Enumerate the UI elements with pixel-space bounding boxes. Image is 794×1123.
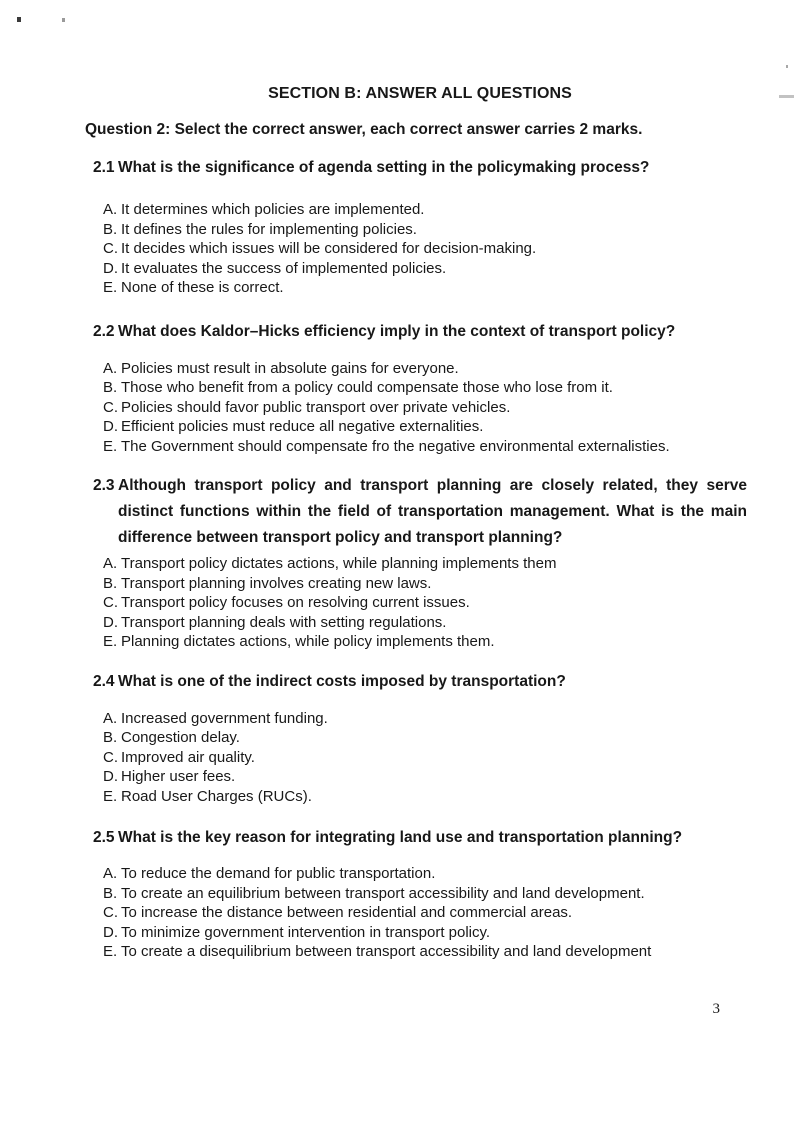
option-text: Increased government funding.	[121, 709, 328, 727]
option-row	[103, 259, 747, 279]
option-letter: A.	[103, 709, 118, 727]
question-number: 2.4	[93, 672, 115, 690]
question-number: 2.5	[93, 829, 115, 846]
option-text: Transport policy focuses on resolving current issues.	[121, 594, 470, 611]
option-text: Transport policy dictates actions, while planning implements them	[121, 555, 557, 572]
question-block-2-5	[93, 828, 747, 962]
option-letter: D.	[103, 418, 118, 435]
question-heading	[93, 473, 747, 551]
option-row	[103, 437, 747, 457]
option-row	[103, 239, 747, 259]
option-letter: D.	[103, 613, 118, 631]
option-text: Policies should favor public transport over private vehicles.	[121, 398, 511, 416]
question-heading	[93, 672, 747, 692]
section-title: SECTION B: ANSWER ALL QUESTIONS	[268, 85, 572, 102]
options-list	[103, 359, 747, 457]
option-row	[103, 903, 747, 923]
option-row	[103, 574, 747, 594]
option-row	[103, 942, 747, 962]
option-text: Planning dictates actions, while policy implements them.	[121, 633, 495, 650]
option-letter: A.	[103, 555, 118, 572]
option-text: Those who benefit from a policy could compensate those who lose from it.	[121, 379, 613, 396]
options-list	[103, 200, 747, 298]
question-block-2-2	[93, 322, 747, 457]
question-heading	[93, 828, 747, 848]
option-text: Transport planning deals with setting regulations.	[121, 613, 447, 631]
question-block-2-1	[93, 158, 747, 298]
option-text: To create a disequilibrium between transport accessibility and land development	[121, 943, 652, 960]
page-number: 3	[712, 1001, 720, 1017]
question-text: What does Kaldor–Hicks efficiency imply in the context of transport policy?	[118, 322, 676, 340]
option-row	[103, 359, 747, 379]
option-text: Policies must result in absolute gains for everyone.	[121, 359, 459, 377]
option-text: None of these is correct.	[121, 279, 284, 296]
option-letter: C.	[103, 240, 118, 257]
option-text: It defines the rules for implementing policies.	[121, 220, 417, 238]
option-row	[103, 398, 747, 418]
question-text: Although transport policy and transport planning are closely related, they serve distinct functions within the field of transportation management. What is the main difference between transport policy and transport planning?	[118, 477, 747, 546]
question-number: 2.3	[93, 477, 115, 494]
option-row	[103, 278, 747, 298]
option-letter: B.	[103, 379, 118, 396]
option-row	[103, 593, 747, 613]
option-letter: B.	[103, 220, 118, 238]
option-letter: C.	[103, 748, 118, 766]
option-row	[103, 787, 747, 807]
option-row	[103, 748, 747, 768]
option-text: To minimize government intervention in transport policy.	[121, 923, 491, 941]
option-text: To create an equilibrium between transport accessibility and land development.	[121, 884, 645, 902]
option-text: Higher user fees.	[121, 768, 236, 785]
option-row	[103, 378, 747, 398]
option-text: Efficient policies must reduce all negative externalities.	[121, 418, 484, 435]
question-number: 2.2	[93, 322, 115, 340]
question-heading	[93, 158, 747, 178]
question-number: 2.1	[93, 159, 115, 176]
option-letter: E.	[103, 633, 118, 650]
option-letter: A.	[103, 359, 118, 377]
option-letter: B.	[103, 884, 118, 902]
option-text: Improved air quality.	[121, 748, 255, 766]
option-letter: A.	[103, 201, 118, 218]
question-intro: Question 2: Select the correct answer, each correct answer carries 2 marks.	[85, 121, 643, 138]
question-block-2-4	[93, 672, 747, 807]
question-text: What is the significance of agenda setting in the policymaking process?	[118, 159, 650, 176]
option-row	[103, 728, 747, 748]
options-list	[103, 709, 747, 807]
option-letter: D.	[103, 259, 118, 277]
scan-mark	[779, 95, 794, 98]
option-row	[103, 632, 747, 652]
option-text: The Government should compensate fro the negative environmental externalisties.	[121, 437, 670, 455]
option-letter: E.	[103, 787, 118, 805]
option-letter: E.	[103, 943, 118, 960]
option-letter: C.	[103, 398, 118, 416]
option-letter: D.	[103, 923, 118, 941]
options-list	[103, 554, 747, 652]
scan-speck	[62, 18, 65, 22]
option-row	[103, 864, 747, 884]
question-block-2-3	[93, 473, 747, 652]
option-row	[103, 613, 747, 633]
option-letter: E.	[103, 437, 118, 455]
option-letter: C.	[103, 904, 118, 921]
option-row	[103, 884, 747, 904]
option-text: It evaluates the success of implemented policies.	[121, 259, 447, 277]
scan-speck	[17, 17, 21, 22]
question-text: What is the key reason for integrating land use and transportation planning?	[118, 829, 683, 846]
option-letter: B.	[103, 574, 118, 592]
option-row	[103, 220, 747, 240]
option-row	[103, 554, 747, 574]
option-letter: D.	[103, 768, 118, 785]
scan-speck	[786, 65, 788, 68]
option-row	[103, 709, 747, 729]
option-text: It determines which policies are implemented.	[121, 201, 425, 218]
page-content	[85, 84, 747, 962]
option-letter: E.	[103, 279, 118, 296]
option-row	[103, 923, 747, 943]
question-text: What is one of the indirect costs imposed by transportation?	[118, 672, 566, 690]
question-heading	[93, 322, 747, 342]
options-list	[103, 864, 747, 962]
option-letter: A.	[103, 865, 118, 882]
option-text: To increase the distance between residential and commercial areas.	[121, 904, 573, 921]
option-text: Congestion delay.	[121, 729, 240, 746]
option-row	[103, 417, 747, 437]
option-letter: B.	[103, 729, 118, 746]
option-row	[103, 767, 747, 787]
option-row	[103, 200, 747, 220]
option-text: Transport planning involves creating new laws.	[121, 574, 432, 592]
option-text: It decides which issues will be considered for decision-making.	[121, 240, 537, 257]
option-text: Road User Charges (RUCs).	[121, 787, 312, 805]
option-letter: C.	[103, 594, 118, 611]
option-text: To reduce the demand for public transportation.	[121, 865, 436, 882]
